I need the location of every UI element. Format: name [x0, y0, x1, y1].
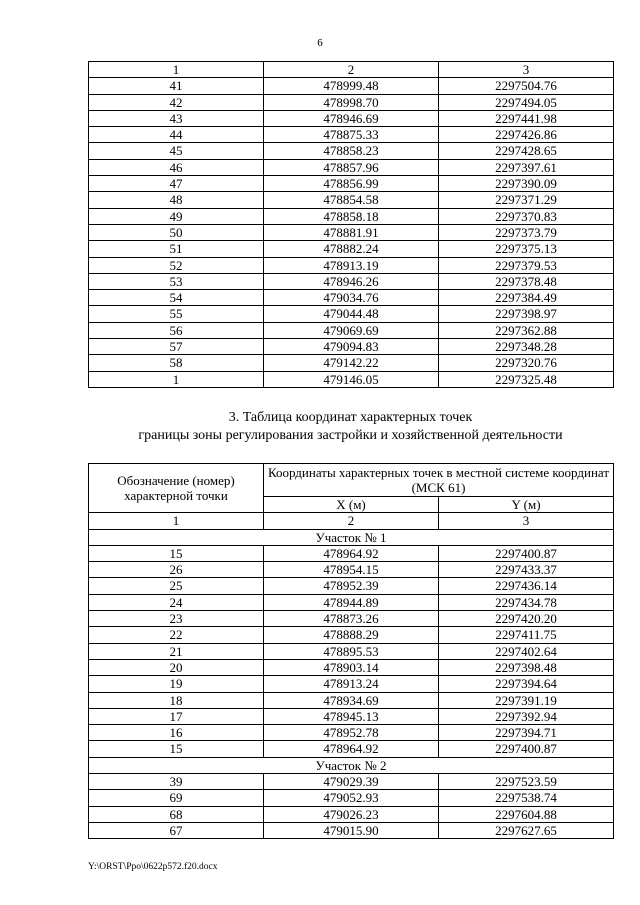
table-row — [89, 676, 614, 692]
table-row — [89, 562, 614, 578]
y-coordinate: 2297604.88 — [439, 806, 614, 822]
y-coordinate: 2297394.64 — [439, 676, 614, 692]
y-coordinate: 2297433.37 — [439, 562, 614, 578]
point-number: 69 — [89, 790, 264, 806]
point-number: 58 — [89, 355, 264, 371]
table-header-row — [89, 464, 614, 497]
table-row — [89, 371, 614, 387]
point-number: 15 — [89, 545, 264, 561]
y-coordinate: 2297627.65 — [439, 822, 614, 838]
section-label: Участок № 2 — [89, 757, 614, 773]
y-coordinate: 2297398.48 — [439, 659, 614, 675]
y-coordinate: 2297523.59 — [439, 774, 614, 790]
x-coordinate: 478873.26 — [264, 611, 439, 627]
point-number: 41 — [89, 78, 264, 94]
point-number: 43 — [89, 110, 264, 126]
header-cell: 3 — [439, 62, 614, 78]
point-number: 48 — [89, 192, 264, 208]
table-row — [89, 110, 614, 126]
x-coordinate: 478856.99 — [264, 176, 439, 192]
x-coordinate: 478964.92 — [264, 545, 439, 561]
x-coordinate: 478882.24 — [264, 241, 439, 257]
point-number: 57 — [89, 339, 264, 355]
point-number: 46 — [89, 159, 264, 175]
y-header: Y (м) — [439, 497, 614, 513]
y-coordinate: 2297370.83 — [439, 208, 614, 224]
point-number: 55 — [89, 306, 264, 322]
section-row — [89, 757, 614, 773]
table-row — [89, 725, 614, 741]
table-row — [89, 322, 614, 338]
table-row — [89, 78, 614, 94]
point-number: 26 — [89, 562, 264, 578]
y-coordinate: 2297504.76 — [439, 78, 614, 94]
x-coordinate: 479015.90 — [264, 822, 439, 838]
table-row — [89, 208, 614, 224]
y-coordinate: 2297320.76 — [439, 355, 614, 371]
table-row — [89, 659, 614, 675]
y-coordinate: 2297441.98 — [439, 110, 614, 126]
y-coordinate: 2297436.14 — [439, 578, 614, 594]
coordinates-header: Координаты характерных точек в местной системе координат (МСК 61) — [264, 464, 614, 497]
point-number: 24 — [89, 594, 264, 610]
section-row — [89, 529, 614, 545]
point-number: 20 — [89, 659, 264, 675]
x-coordinate: 479069.69 — [264, 322, 439, 338]
x-coordinate: 478913.19 — [264, 257, 439, 273]
point-designation-header: Обозначение (номер) характерной точки — [89, 464, 264, 513]
point-number: 42 — [89, 94, 264, 110]
y-coordinate: 2297384.49 — [439, 290, 614, 306]
point-number: 67 — [89, 822, 264, 838]
x-coordinate: 479146.05 — [264, 371, 439, 387]
x-coordinate: 478999.48 — [264, 78, 439, 94]
y-coordinate: 2297411.75 — [439, 627, 614, 643]
y-coordinate: 2297375.13 — [439, 241, 614, 257]
point-number: 21 — [89, 643, 264, 659]
table-row — [89, 355, 614, 371]
y-coordinate: 2297402.64 — [439, 643, 614, 659]
point-number: 17 — [89, 708, 264, 724]
point-number: 50 — [89, 224, 264, 240]
table-row — [89, 611, 614, 627]
x-coordinate: 478998.70 — [264, 94, 439, 110]
x-coordinate: 479034.76 — [264, 290, 439, 306]
y-coordinate: 2297379.53 — [439, 257, 614, 273]
x-coordinate: 479044.48 — [264, 306, 439, 322]
y-coordinate: 2297373.79 — [439, 224, 614, 240]
y-coordinate: 2297428.65 — [439, 143, 614, 159]
y-coordinate: 2297362.88 — [439, 322, 614, 338]
x-coordinate: 478952.39 — [264, 578, 439, 594]
point-number: 49 — [89, 208, 264, 224]
point-number: 44 — [89, 127, 264, 143]
x-coordinate: 478858.23 — [264, 143, 439, 159]
point-number: 39 — [89, 774, 264, 790]
x-coordinate: 478881.91 — [264, 224, 439, 240]
table-row — [89, 790, 614, 806]
y-coordinate: 2297325.48 — [439, 371, 614, 387]
header-cell: 2 — [264, 62, 439, 78]
x-coordinate: 479142.22 — [264, 355, 439, 371]
table-row — [89, 741, 614, 757]
x-coordinate: 478888.29 — [264, 627, 439, 643]
point-number: 18 — [89, 692, 264, 708]
x-coordinate: 478946.69 — [264, 110, 439, 126]
table-row — [89, 273, 614, 289]
file-path-footer: Y:\ORST\Ppo\0622p572.f20.docx — [88, 862, 218, 872]
table-row — [89, 578, 614, 594]
point-number: 1 — [89, 371, 264, 387]
table-row — [89, 545, 614, 561]
point-number: 53 — [89, 273, 264, 289]
x-coordinate: 478854.58 — [264, 192, 439, 208]
table-row — [89, 224, 614, 240]
table-row — [89, 257, 614, 273]
x-coordinate: 479029.39 — [264, 774, 439, 790]
y-coordinate: 2297371.29 — [439, 192, 614, 208]
table-row — [89, 127, 614, 143]
section-title — [88, 409, 613, 445]
table-row — [89, 627, 614, 643]
x-coordinate: 478913.24 — [264, 676, 439, 692]
x-coordinate: 478952.78 — [264, 725, 439, 741]
x-coordinate: 478944.89 — [264, 594, 439, 610]
x-coordinate: 478946.26 — [264, 273, 439, 289]
x-coordinate: 478857.96 — [264, 159, 439, 175]
table-row — [89, 774, 614, 790]
point-number: 54 — [89, 290, 264, 306]
table-row — [89, 822, 614, 838]
table-numbering-row — [89, 513, 614, 529]
y-coordinate: 2297434.78 — [439, 594, 614, 610]
header-cell: 1 — [89, 62, 264, 78]
numbering-cell: 1 — [89, 513, 264, 529]
table-row — [89, 306, 614, 322]
y-coordinate: 2297538.74 — [439, 790, 614, 806]
x-coordinate: 478945.13 — [264, 708, 439, 724]
numbering-cell: 3 — [439, 513, 614, 529]
table-row — [89, 643, 614, 659]
point-number: 15 — [89, 741, 264, 757]
x-coordinate: 478875.33 — [264, 127, 439, 143]
numbering-cell: 2 — [264, 513, 439, 529]
page-number: 6 — [317, 37, 323, 49]
y-coordinate: 2297392.94 — [439, 708, 614, 724]
point-number: 51 — [89, 241, 264, 257]
x-coordinate: 478858.18 — [264, 208, 439, 224]
x-coordinate: 479052.93 — [264, 790, 439, 806]
point-number: 68 — [89, 806, 264, 822]
y-coordinate: 2297420.20 — [439, 611, 614, 627]
y-coordinate: 2297390.09 — [439, 176, 614, 192]
table-row — [89, 290, 614, 306]
x-coordinate: 478934.69 — [264, 692, 439, 708]
point-number: 22 — [89, 627, 264, 643]
y-coordinate: 2297400.87 — [439, 545, 614, 561]
y-coordinate: 2297394.71 — [439, 725, 614, 741]
y-coordinate: 2297397.61 — [439, 159, 614, 175]
y-coordinate: 2297348.28 — [439, 339, 614, 355]
x-coordinate: 478964.92 — [264, 741, 439, 757]
point-number: 16 — [89, 725, 264, 741]
section-title-line-1: 3. Таблица координат характерных точек — [228, 410, 473, 425]
coordinates-table-regulation-zone — [88, 463, 614, 839]
section-label: Участок № 1 — [89, 529, 614, 545]
table-row — [89, 176, 614, 192]
x-coordinate: 478895.53 — [264, 643, 439, 659]
y-coordinate: 2297494.05 — [439, 94, 614, 110]
point-number: 19 — [89, 676, 264, 692]
table-row — [89, 339, 614, 355]
point-number: 25 — [89, 578, 264, 594]
x-coordinate: 479026.23 — [264, 806, 439, 822]
point-number: 56 — [89, 322, 264, 338]
table-row — [89, 94, 614, 110]
point-number: 45 — [89, 143, 264, 159]
point-number: 23 — [89, 611, 264, 627]
y-coordinate: 2297398.97 — [439, 306, 614, 322]
x-coordinate: 479094.83 — [264, 339, 439, 355]
point-number: 52 — [89, 257, 264, 273]
table-row — [89, 708, 614, 724]
y-coordinate: 2297378.48 — [439, 273, 614, 289]
table-row — [89, 143, 614, 159]
point-number: 47 — [89, 176, 264, 192]
coordinates-table-continued — [88, 61, 614, 388]
y-coordinate: 2297426.86 — [439, 127, 614, 143]
table-row — [89, 241, 614, 257]
table-row — [89, 594, 614, 610]
table-row — [89, 692, 614, 708]
x-header: X (м) — [264, 497, 439, 513]
table-row — [89, 806, 614, 822]
x-coordinate: 478903.14 — [264, 659, 439, 675]
table-row — [89, 192, 614, 208]
table-row — [89, 159, 614, 175]
y-coordinate: 2297391.19 — [439, 692, 614, 708]
y-coordinate: 2297400.87 — [439, 741, 614, 757]
x-coordinate: 478954.15 — [264, 562, 439, 578]
table-header-row — [89, 62, 614, 78]
section-title-line-2: границы зоны регулирования застройки и хозяйственной деятельности — [138, 428, 563, 443]
